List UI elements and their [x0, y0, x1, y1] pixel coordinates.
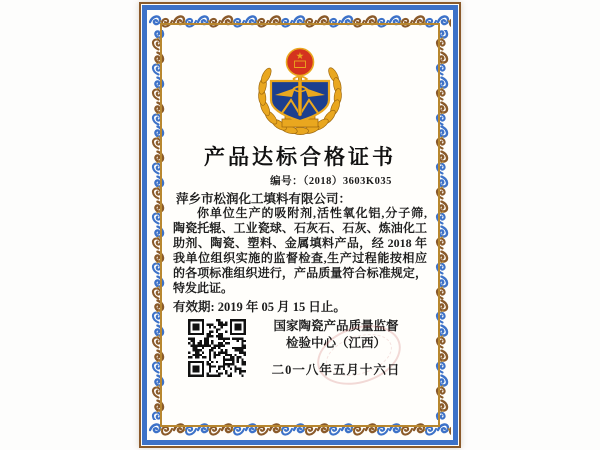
issue-date: 二0一八年五月十六日 — [271, 363, 401, 377]
qr-code-icon — [188, 319, 246, 377]
body-line: 陶瓷托辊、工业瓷球、石灰石、石灰、炼油化工 — [173, 221, 427, 235]
body-line: 我单位组织实施的监督检查,生产过程能按相应 — [173, 251, 427, 265]
certificate-number: 编号：（2018）3603K035 — [270, 176, 392, 187]
issuer-line-1: 国家陶瓷产品质量监督 — [273, 319, 399, 333]
svg-text:★: ★ — [296, 51, 304, 61]
certificate — [139, 2, 461, 448]
body-line: 助剂、陶瓷、塑料、金属填料产品，经 2018 年 — [173, 236, 427, 250]
issuer-line-2: 检验中心（江西） — [285, 336, 386, 350]
body-line: 的各项标准组织进行，产品质量符合标准规定， — [173, 266, 427, 280]
quality-supervision-emblem-icon — [254, 43, 346, 135]
certificate-content — [168, 31, 432, 419]
certificate-title: 产品达标合格证书 — [204, 145, 396, 169]
body-line: 你单位生产的吸附剂,活性氧化铝,分子筛, — [197, 206, 427, 220]
validity-date: 有效期: 2019 年 05 月 15 日止。 — [173, 300, 346, 314]
certificate-body — [173, 206, 427, 296]
company-name: 萍乡市松润化工填料有限公司： — [176, 192, 352, 206]
body-line: 特发此证。 — [173, 281, 234, 295]
